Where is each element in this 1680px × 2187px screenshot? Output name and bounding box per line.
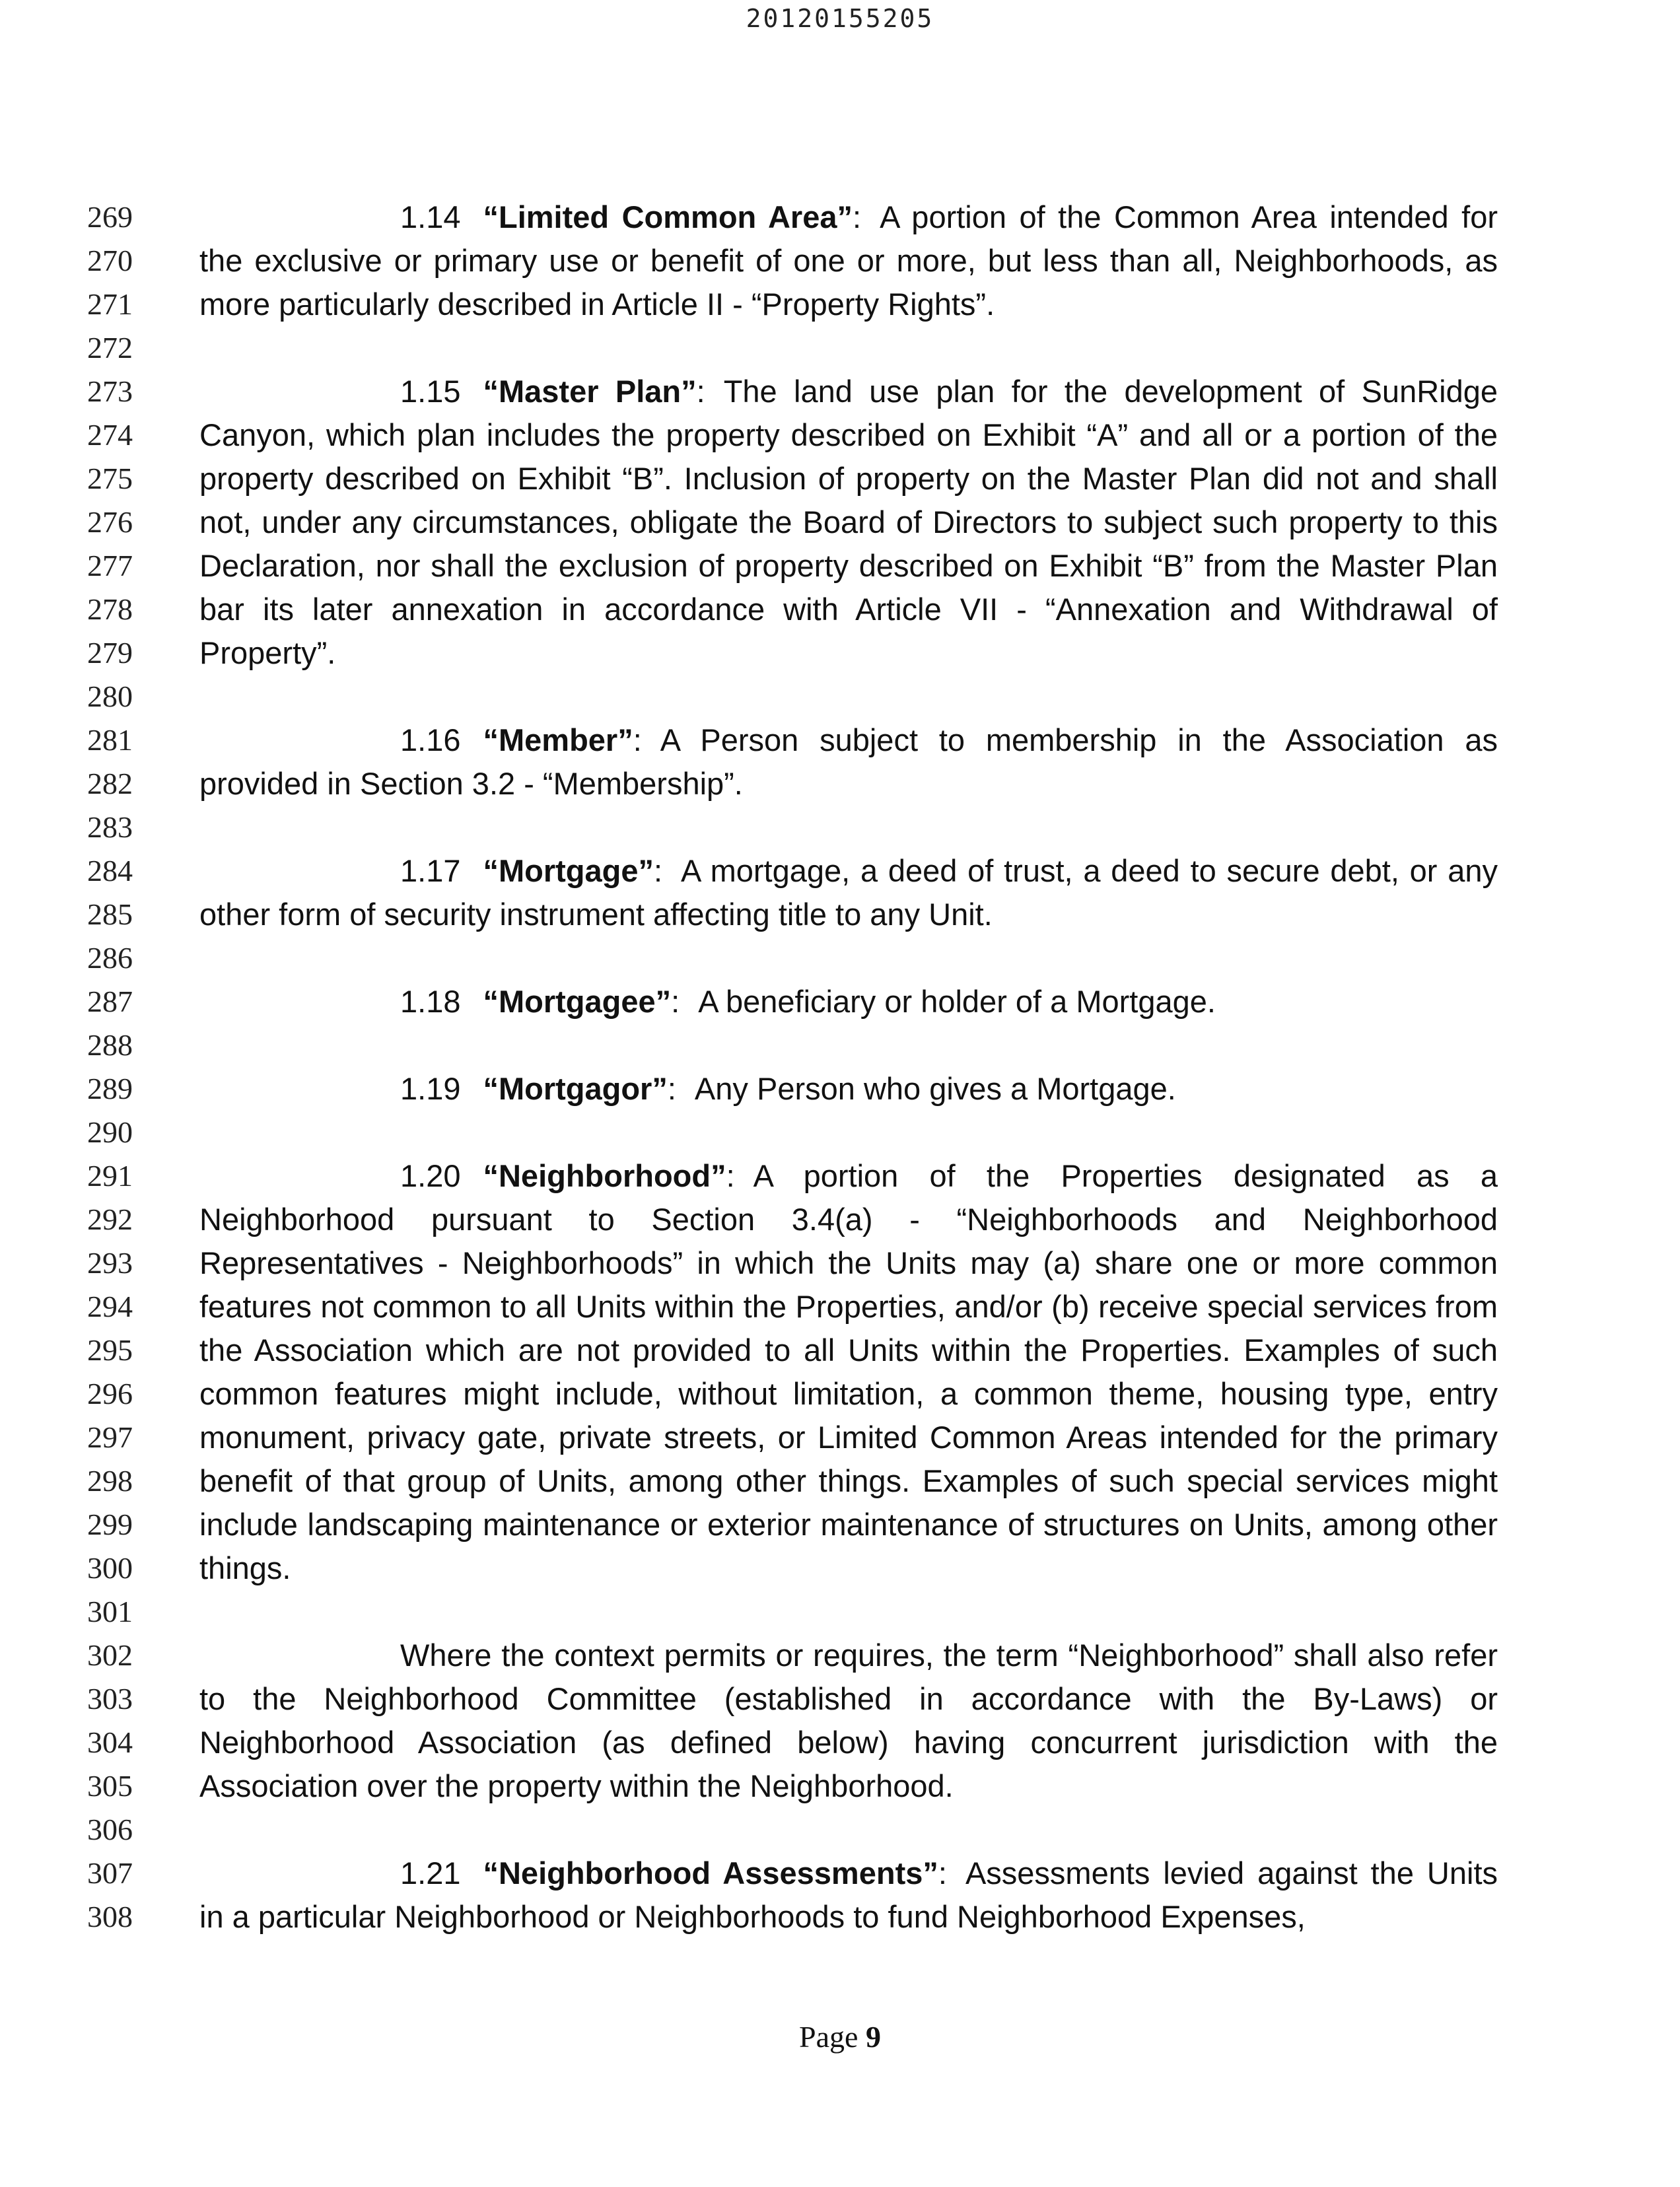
section-1-16: 1.16 “Member”: A Person subject to membership in the Association as provided in Section 3.2 - “Membership”. [199, 722, 1498, 801]
section-1-21: 1.21 “Neighborhood Assessments”: Assessments levied against the Units in a particular Neighborhood or Neighborhoods to fund Neighborhood Expenses, [199, 1856, 1498, 1934]
line-number: 292 [87, 1202, 133, 1236]
line-number: 271 [87, 287, 133, 321]
defined-term: “Mortgagee” [483, 984, 672, 1019]
line-number: 296 [87, 1377, 133, 1410]
line-number-column [87, 195, 166, 1939]
line-number: 272 [87, 331, 133, 364]
line-number: 274 [87, 418, 133, 452]
section-number: 1.17 [400, 853, 461, 888]
line-number: 282 [87, 767, 133, 800]
definition-text: A mortgage, a deed of trust, a deed to secure debt, or any other form of security instrument affecting title to any Unit. [199, 853, 1498, 932]
document-body [199, 195, 1498, 1982]
page-label: Page [799, 2020, 858, 2054]
defined-term: “Mortgage” [483, 853, 654, 888]
document-number: 20120155205 [746, 4, 934, 33]
section-number: 1.15 [400, 374, 461, 409]
section-number: 1.18 [400, 984, 461, 1019]
section-number: 1.21 [400, 1856, 461, 1891]
line-number: 276 [87, 505, 133, 539]
line-number: 287 [87, 985, 133, 1018]
line-number: 301 [87, 1595, 133, 1628]
definition-text: The land use plan for the development of SunRidge Canyon, which plan includes the property described on Exhibit “A” and all or a portion of the property described on Exhibit “B”. Inclusion of property on the Master Plan did not and shall not, under any circumstances, obligate the Board of Directors to subject such property to this Declaration, nor shall the exclusion of property described on Exhibit “B” from the Master Plan bar its later annexation in accordance with Article VII - “Annexation and Withdrawal of Property”. [199, 374, 1498, 670]
definition-text: A portion of the Properties designated as a Neighborhood pursuant to Section 3.4(a) - “Neighborhoods and Neighborhood Representatives - Neighborhoods” in which the Units may (a) share one or more common features not common to all Units within the Properties, and/or (b) receive special services from the Association which are not provided to all Units within the Properties. Examples of such common features might include, without limitation, a common theme, housing type, entry monument, privacy gate, private streets, or Limited Common Areas intended for the primary benefit of that group of Units, among other things. Examples of such special services might include landscaping maintenance or exterior maintenance of structures on Units, among other things. [199, 1158, 1498, 1585]
line-number: 307 [87, 1856, 133, 1890]
page-footer [0, 2019, 1680, 2054]
defined-term: “Limited Common Area” [483, 199, 853, 234]
line-number: 285 [87, 897, 133, 931]
line-number: 300 [87, 1551, 133, 1585]
line-number: 293 [87, 1246, 133, 1280]
neighborhood-context-paragraph: Where the context permits or requires, the term “Neighborhood” shall also refer to the Neighborhood Committee (established in accordance with the By-Laws) or Neighborhood Association (as defined below) having concurrent jurisdiction with the Association over the property within the Neighborhood. [199, 1638, 1498, 1803]
line-number: 302 [87, 1638, 133, 1672]
line-number: 275 [87, 462, 133, 495]
line-number: 284 [87, 854, 133, 887]
section-number: 1.16 [400, 722, 461, 757]
line-number: 291 [87, 1159, 133, 1193]
section-1-18: 1.18 “Mortgagee”: A beneficiary or holder of a Mortgage. [400, 984, 1216, 1019]
line-number: 290 [87, 1115, 133, 1149]
defined-term: “Mortgagor” [483, 1071, 668, 1106]
defined-term: “Neighborhood” [483, 1158, 726, 1193]
line-number: 273 [87, 374, 133, 408]
line-number: 280 [87, 679, 133, 713]
line-number: 269 [87, 200, 133, 234]
line-number: 304 [87, 1725, 133, 1759]
line-number: 270 [87, 244, 133, 277]
line-number: 295 [87, 1333, 133, 1367]
section-1-17: 1.17 “Mortgage”: A mortgage, a deed of trust, a deed to secure debt, or any other form of security instrument affecting title to any Unit. [199, 853, 1498, 932]
section-1-15: 1.15 “Master Plan”: The land use plan for the development of SunRidge Canyon, which plan includes the property described on Exhibit “A” and all or a portion of the property described on Exhibit “B”. Inclusion of property on the Master Plan did not and shall not, under any circumstances, obligate the Board of Directors to subject such property to this Declaration, nor shall the exclusion of property described on Exhibit “B” from the Master Plan bar its later annexation in accordance with Article VII - “Annexation and Withdrawal of Property”. [199, 374, 1498, 670]
line-number: 294 [87, 1290, 133, 1323]
line-number: 281 [87, 723, 133, 757]
defined-term: “Master Plan” [483, 374, 697, 409]
section-number: 1.20 [400, 1158, 461, 1193]
section-1-20: 1.20 “Neighborhood”: A portion of the Properties designated as a Neighborhood pursuant to Section 3.4(a) - “Neighborhoods and Neighborhood Representatives - Neighborhoods” in which the Units may (a) share one or more common features not common to all Units within the Properties, and/or (b) receive special services from the Association which are not provided to all Units within the Properties. Examples of such common features might include, without limitation, a common theme, housing type, entry monument, privacy gate, private streets, or Limited Common Areas intended for the primary benefit of that group of Units, among other things. Examples of such special services might include landscaping maintenance or exterior maintenance of structures on Units, among other things. [199, 1158, 1498, 1585]
line-number: 278 [87, 592, 133, 626]
defined-term: “Neighborhood Assessments” [483, 1856, 938, 1891]
line-number: 299 [87, 1508, 133, 1541]
definition-text: A portion of the Common Area intended for the exclusive or primary use or benefit of one or more, but less than all, Neighborhoods, as more particularly described in Article II - “Property Rights”. [199, 199, 1498, 322]
section-number: 1.14 [400, 199, 461, 234]
line-number: 303 [87, 1682, 133, 1716]
line-number: 298 [87, 1464, 133, 1498]
line-number: 308 [87, 1900, 133, 1933]
line-number: 297 [87, 1420, 133, 1454]
line-number: 288 [87, 1028, 133, 1062]
definition-text: A Person subject to membership in the Association as provided in Section 3.2 - “Membership”. [199, 722, 1498, 801]
line-number: 283 [87, 810, 133, 844]
definition-text: A beneficiary or holder of a Mortgage. [698, 984, 1216, 1019]
page-number: 9 [865, 2020, 881, 2054]
line-number: 289 [87, 1072, 133, 1105]
defined-term: “Member” [483, 722, 633, 757]
definition-text: Assessments levied against the Units in a particular Neighborhood or Neighborhoods to fund Neighborhood Expenses, [199, 1856, 1498, 1934]
line-number: 305 [87, 1769, 133, 1803]
line-number: 286 [87, 941, 133, 975]
line-number: 279 [87, 636, 133, 670]
section-1-19: 1.19 “Mortgagor”: Any Person who gives a Mortgage. [400, 1071, 1176, 1106]
line-number: 306 [87, 1813, 133, 1846]
section-1-14: 1.14 “Limited Common Area”: A portion of the Common Area intended for the exclusive or primary use or benefit of one or more, but less than all, Neighborhoods, as more particularly described in Article II - “Property Rights”. [199, 199, 1498, 322]
definition-text: Any Person who gives a Mortgage. [694, 1071, 1176, 1106]
line-number: 277 [87, 549, 133, 582]
section-number: 1.19 [400, 1071, 461, 1106]
